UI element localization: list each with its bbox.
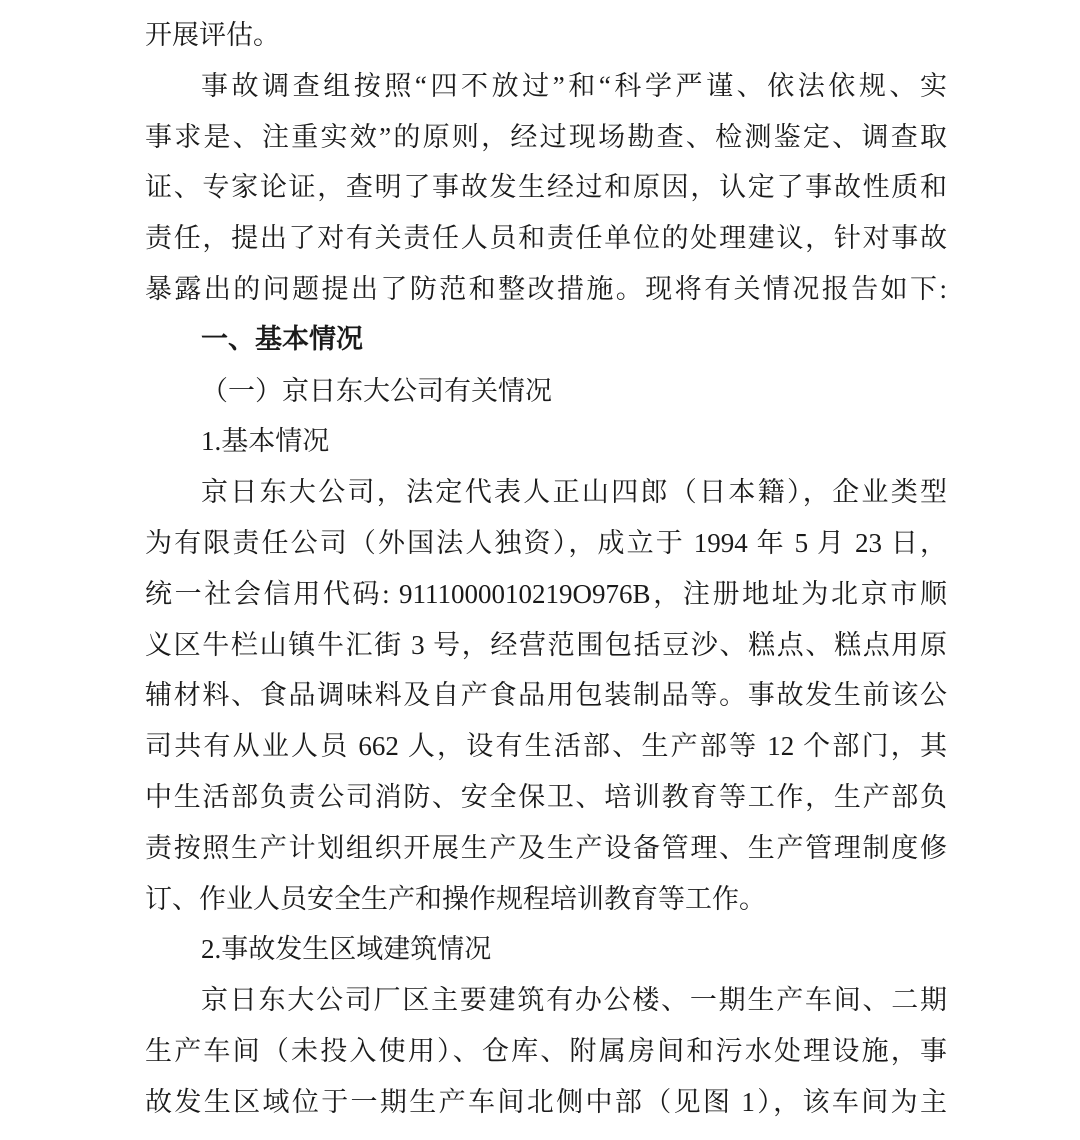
text-line: 司共有从业人员 662 人，设有生活部、生产部等 12 个部门，其 — [145, 731, 947, 762]
text-line: 生产车间（未投入使用）、仓库、附属房间和污水处理设施，事 — [145, 1035, 947, 1066]
text-line: 京日东大公司，法定代表人正山四郎（日本籍），企业类型 — [201, 477, 947, 508]
text-line: 证、专家论证，查明了事故发生经过和原因，认定了事故性质和 — [145, 172, 947, 203]
text-line: 开展评估。 — [145, 20, 280, 50]
text-line: 事故调查组按照“四不放过”和“科学严谨、依法依规、实 — [201, 70, 947, 101]
text-line: 义区牛栏山镇牛汇街 3 号，经营范围包括豆沙、糕点、糕点用原 — [145, 629, 947, 660]
text-line: 1.基本情况 — [201, 426, 330, 457]
text-line: （一）京日东大公司有关情况 — [201, 375, 552, 406]
text-line: 为有限责任公司（外国法人独资），成立于 1994 年 5 月 23 日， — [145, 527, 947, 558]
text-line: 暴露出的问题提出了防范和整改措施。现将有关情况报告如下: — [145, 273, 947, 304]
text-line: 辅材料、食品调味料及自产食品用包装制品等。事故发生前该公 — [145, 680, 947, 711]
text-line: 责按照生产计划组织开展生产及生产设备管理、生产管理制度修 — [145, 832, 947, 863]
text-line: 统一社会信用代码: 9111000010219O976B，注册地址为北京市顺 — [145, 578, 947, 609]
text-line: 责任，提出了对有关责任人员和责任单位的处理建议，针对事故 — [145, 223, 947, 254]
text-line: 中生活部负责公司消防、安全保卫、培训教育等工作，生产部负 — [145, 781, 947, 812]
text-line: 订、作业人员安全生产和操作规程培训教育等工作。 — [145, 883, 766, 914]
document-page — [145, 10, 947, 1128]
section-heading: 一、基本情况 — [201, 323, 363, 355]
text-line: 京日东大公司厂区主要建筑有办公楼、一期生产车间、二期 — [201, 985, 947, 1016]
text-line: 2.事故发生区域建筑情况 — [201, 934, 492, 965]
text-line: 事求是、注重实效”的原则，经过现场勘查、检测鉴定、调查取 — [145, 121, 947, 152]
text-line: 故发生区域位于一期生产车间北侧中部（见图 1），该车间为主 — [145, 1086, 947, 1117]
